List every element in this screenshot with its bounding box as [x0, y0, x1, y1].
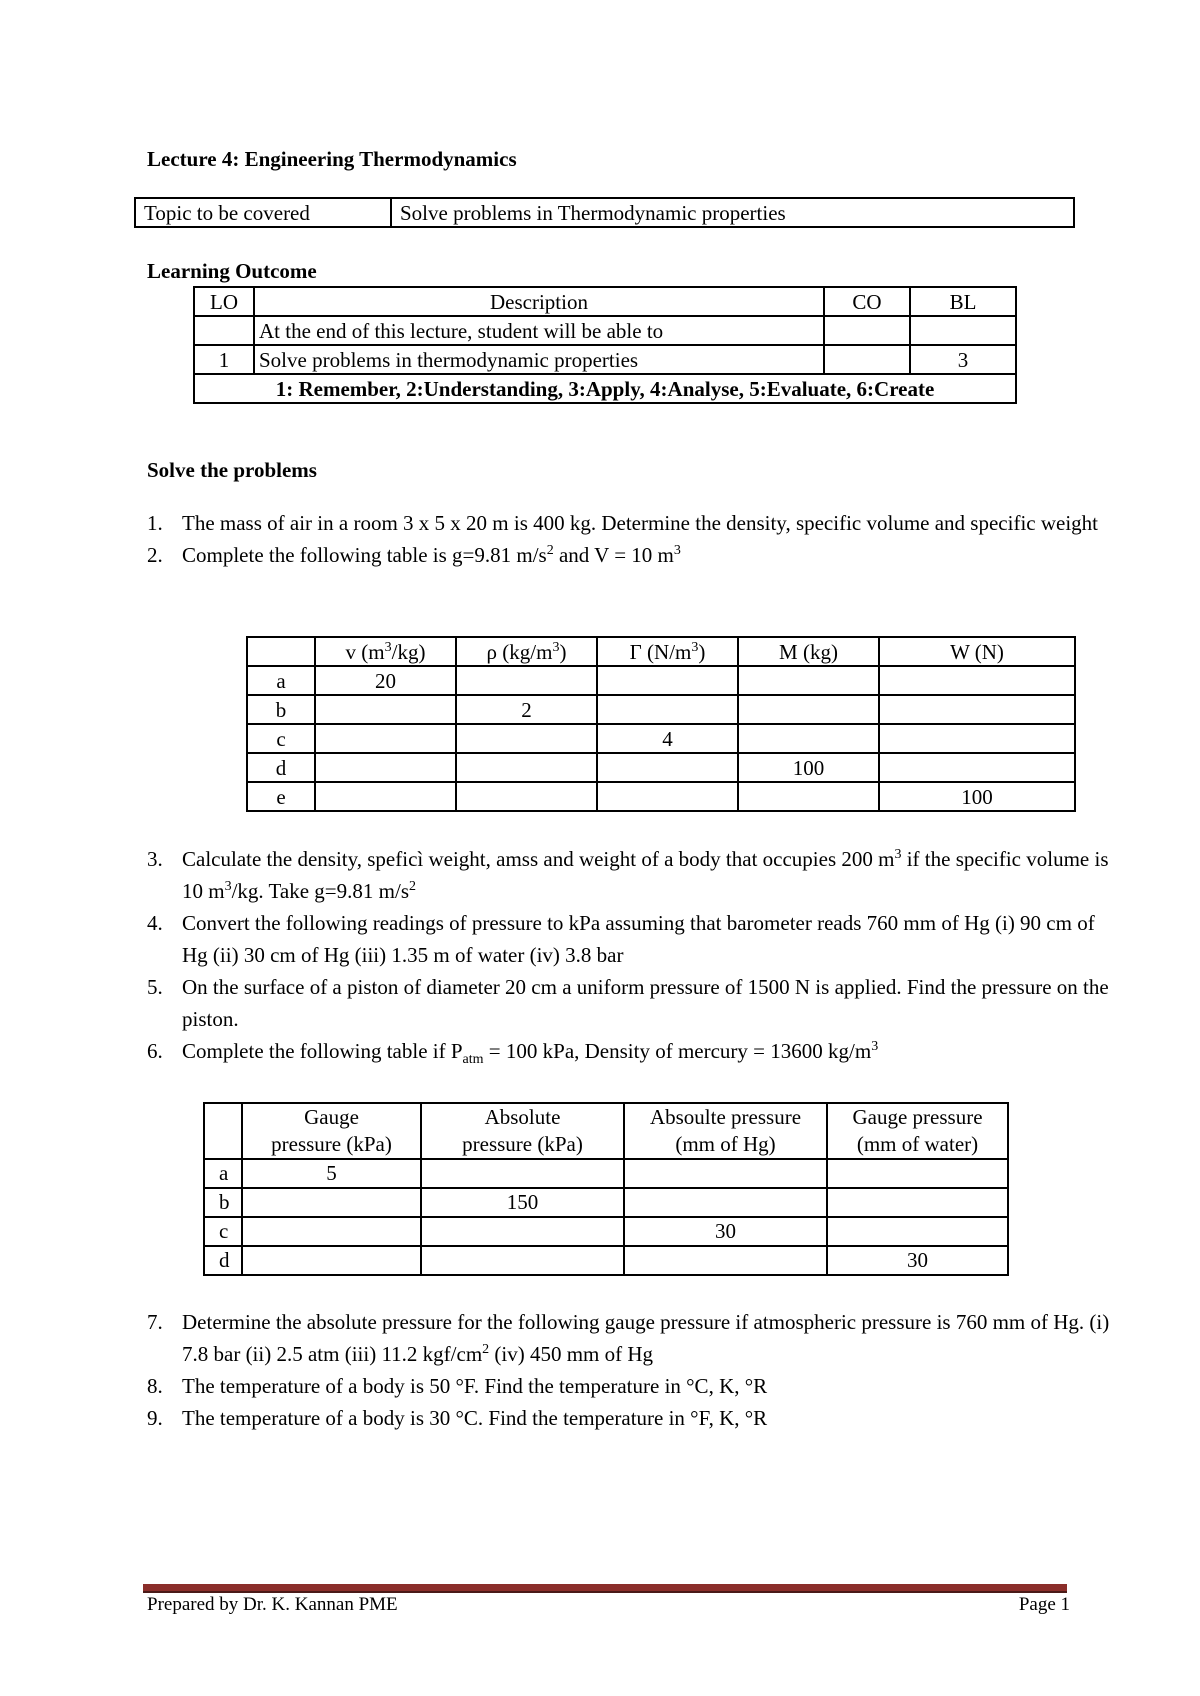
footer-author: Prepared by Dr. K. Kannan PME	[147, 1594, 398, 1615]
pres-cell	[421, 1159, 624, 1188]
question-2: 2. Complete the following table is g=9.81 $m/s^2$ and V = 10 $m^3$	[147, 543, 681, 567]
prop-cell-d-m: 100	[738, 753, 879, 782]
prop-cell-e-w: 100	[879, 782, 1075, 811]
prop-cell	[456, 724, 597, 753]
question-list-3	[147, 1306, 1112, 1434]
pres-cell	[827, 1159, 1008, 1188]
lo-description: Solve problems in thermodynamic properties	[254, 345, 824, 374]
pressure-table	[203, 1102, 1009, 1276]
pres-cell	[421, 1217, 624, 1246]
pres-cell	[242, 1188, 421, 1217]
prop-cell	[315, 753, 456, 782]
lo-header-bl: BL	[910, 287, 1016, 316]
prop-cell	[597, 753, 738, 782]
learning-outcome-table	[193, 286, 1017, 404]
pres-cell-c-hg: 30	[624, 1217, 827, 1246]
prop-cell	[879, 666, 1075, 695]
question-6: 6. Complete the following table if $P_{atm} = 100$ kPa, Density of mercury = 13600 $kg/m^3$	[147, 1039, 879, 1068]
question-1: 1. The mass of air in a room 3 x 5 x 20 m is 400 kg. Determine the density, specific volume and specific weight	[147, 511, 1099, 535]
prop-cell	[738, 782, 879, 811]
prop-cell	[456, 753, 597, 782]
prop-row-label: b	[247, 695, 315, 724]
property-table	[246, 636, 1076, 812]
prop-header-gamma: Γ $(N/m^3)$	[597, 637, 738, 666]
lo-cell	[910, 316, 1016, 345]
pres-cell	[242, 1246, 421, 1275]
prop-cell	[879, 753, 1075, 782]
prop-cell-c-gamma: 4	[597, 724, 738, 753]
prop-row-label: a	[247, 666, 315, 695]
prop-cell-b-rho: 2	[456, 695, 597, 724]
topic-value: Solve problems in Thermodynamic properties	[391, 198, 1074, 227]
prop-cell	[597, 695, 738, 724]
pres-cell	[624, 1246, 827, 1275]
prop-cell	[738, 666, 879, 695]
pres-row-label: b	[204, 1188, 242, 1217]
pres-row-label: c	[204, 1217, 242, 1246]
prop-corner	[247, 637, 315, 666]
bloom-legend: 1: Remember, 2:Understanding, 3:Apply, 4:Analyse, 5:Evaluate, 6:Create	[194, 374, 1016, 403]
prop-row-label: c	[247, 724, 315, 753]
prop-row-label: d	[247, 753, 315, 782]
pres-cell	[421, 1246, 624, 1275]
pres-cell	[827, 1188, 1008, 1217]
prop-cell	[597, 782, 738, 811]
pres-cell	[624, 1188, 827, 1217]
pres-cell	[242, 1217, 421, 1246]
question-list-1	[147, 507, 1112, 571]
question-list-2	[147, 843, 1112, 1067]
pres-cell-d-water: 30	[827, 1246, 1008, 1275]
prop-cell	[315, 695, 456, 724]
pres-cell-b-abs: 150	[421, 1188, 624, 1217]
question-5: 5. On the surface of a piston of diameter 20 cm a uniform pressure of 1500 N is applied. Find the pressure on the piston.	[147, 975, 1109, 1031]
lo-header-co: CO	[824, 287, 910, 316]
prop-cell-a-v: 20	[315, 666, 456, 695]
question-7: 7. Determine the absolute pressure for the following gauge pressure if atmospheric pressure is 760 mm of Hg. (i) 7.8 bar (ii) 2.5 atm (iii) 11.2 kgf/$cm^2$ (iv) 450 mm of Hg	[147, 1310, 1110, 1366]
question-4: 4. Convert the following readings of pressure to kPa assuming that barometer reads 760 mm of Hg (i) 90 cm of Hg (ii) 30 cm of Hg (iii) 1.35 m of water (iv) 3.8 bar	[147, 911, 1095, 967]
footer-rule	[143, 1584, 1067, 1593]
prop-cell	[738, 695, 879, 724]
prop-cell	[456, 782, 597, 811]
prop-cell	[738, 724, 879, 753]
lo-cell	[824, 316, 910, 345]
lo-row-intro: At the end of this lecture, student will be able to	[254, 316, 824, 345]
lo-co	[824, 345, 910, 374]
pres-cell	[827, 1217, 1008, 1246]
pres-header-gauge-kpa: Gauge pressure (kPa)	[242, 1103, 421, 1159]
pres-row-label: d	[204, 1246, 242, 1275]
pres-cell	[624, 1159, 827, 1188]
footer-page-number: Page 1	[1018, 1594, 1070, 1615]
pres-header-abs-kpa: Absolute pressure (kPa)	[421, 1103, 624, 1159]
lo-bl: 3	[910, 345, 1016, 374]
prop-cell	[315, 782, 456, 811]
prop-cell	[879, 724, 1075, 753]
prop-header-w: W (N)	[879, 637, 1075, 666]
prop-cell	[879, 695, 1075, 724]
question-3: 3. Calculate the density, speficì weight, amss and weight of a body that occupies 200 $m^3$ if the specific volume is 10 $m^3/kg$. Take g=9.81 $m/s^2$	[147, 847, 1109, 903]
lo-header-lo: LO	[194, 287, 254, 316]
prop-cell	[456, 666, 597, 695]
lo-header-description: Description	[254, 287, 824, 316]
learning-outcome-heading: Learning Outcome	[147, 259, 317, 283]
prop-header-rho: ρ $(kg/m^3)$	[456, 637, 597, 666]
pres-header-abs-hg: Absoulte pressure (mm of Hg)	[624, 1103, 827, 1159]
prop-row-label: e	[247, 782, 315, 811]
pres-corner	[204, 1103, 242, 1159]
pres-header-gauge-water: Gauge pressure (mm of water)	[827, 1103, 1008, 1159]
question-8: 8. The temperature of a body is 50 °F. Find the temperature in °C, K, °R	[147, 1374, 768, 1398]
prop-header-m: M (kg)	[738, 637, 879, 666]
lo-cell	[194, 316, 254, 345]
pres-cell-a-gauge: 5	[242, 1159, 421, 1188]
topic-table	[134, 197, 1075, 228]
question-9: 9. The temperature of a body is 30 °C. Find the temperature in °F, K, °R	[147, 1406, 768, 1430]
solve-heading: Solve the problems	[147, 458, 317, 482]
pres-row-label: a	[204, 1159, 242, 1188]
prop-cell	[315, 724, 456, 753]
prop-cell	[597, 666, 738, 695]
page-title: Lecture 4: Engineering Thermodynamics	[147, 147, 517, 171]
lo-number: 1	[194, 345, 254, 374]
topic-label: Topic to be covered	[135, 198, 391, 227]
prop-header-v: v $(m^3/kg)$	[315, 637, 456, 666]
